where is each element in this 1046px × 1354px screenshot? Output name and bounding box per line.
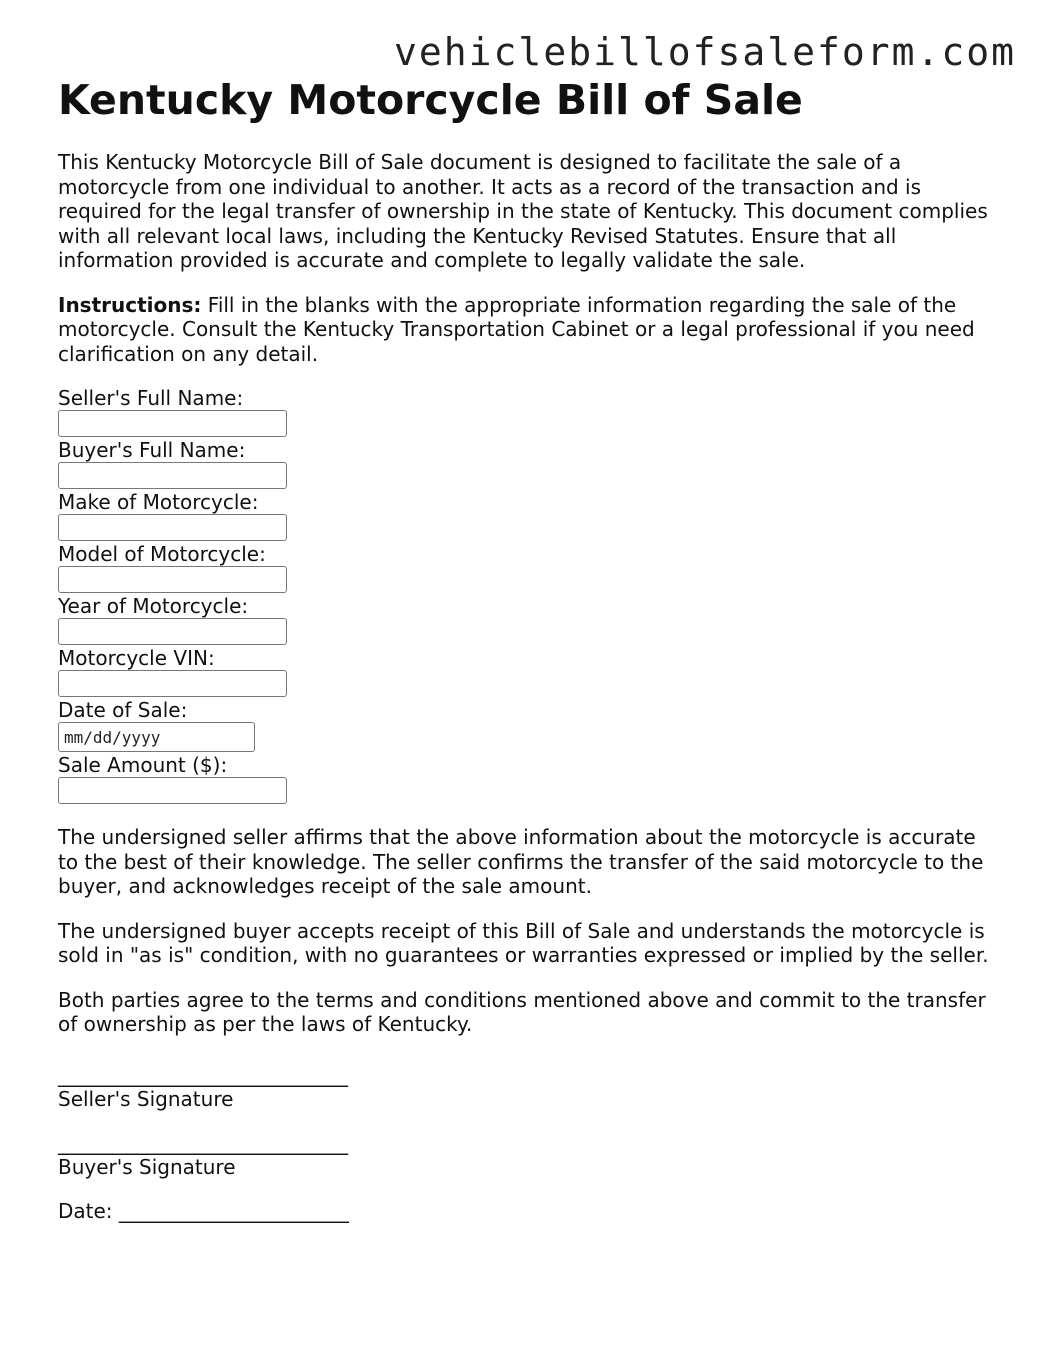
sale-amount-label: Sale Amount ($):: [58, 753, 228, 777]
form-fields: [58, 386, 993, 804]
intro-paragraph: This Kentucky Motorcycle Bill of Sale document is designed to facilitate the sale of a motorcycle from one individual to another. It acts as a record of the transaction and is required for the legal transfer of ownership in the state of Kentucky. This document complies with all relevant local laws, including the Kentucky Revised Statutes. Ensure that all information provided is accurate and complete to legally validate the sale.: [58, 150, 988, 272]
instructions-paragraph: [58, 293, 993, 367]
seller-name-input[interactable]: [58, 410, 287, 437]
buyer-acceptance: The undersigned buyer accepts receipt of this Bill of Sale and understands the motorcycle is sold in "as is" condition, with no guarantees or warranties expressed or implied by the seller.: [58, 918, 989, 967]
vin-input[interactable]: [58, 670, 287, 697]
year-input[interactable]: [58, 618, 287, 645]
seller-signature-label: Seller's Signature: [58, 1086, 234, 1111]
signature-date-line[interactable]: _______________________: [118, 1198, 349, 1223]
seller-name-label: Seller's Full Name:: [58, 386, 244, 410]
model-label: Model of Motorcycle:: [58, 542, 266, 566]
vin-label: Motorcycle VIN:: [58, 646, 215, 670]
date-of-sale-input[interactable]: mm/dd/yyyy: [58, 722, 255, 752]
seller-signature-line[interactable]: _____________________________: [58, 1062, 348, 1087]
signature-block: [58, 1063, 993, 1223]
page-title: Kentucky Motorcycle Bill of Sale: [58, 76, 803, 124]
instructions-text: Fill in the blanks with the appropriate information regarding the sale of the motorcycle. Consult the Kentucky Transportation Cabinet or a legal professional if you need clarification on any detail.: [58, 292, 975, 366]
buyer-signature-label: Buyer's Signature: [58, 1154, 236, 1179]
watermark: vehiclebillofsaleform.com: [394, 30, 1016, 74]
agreement-statement: Both parties agree to the terms and conditions mentioned above and commit to the transfer of ownership as per the laws of Kentucky.: [58, 987, 986, 1036]
buyer-signature-line[interactable]: _____________________________: [58, 1130, 348, 1155]
sale-amount-input[interactable]: [58, 777, 287, 804]
instructions-label: Instructions:: [58, 292, 202, 317]
document-body: [58, 72, 993, 1223]
seller-affirmation: The undersigned seller affirms that the above information about the motorcycle is accurate to the best of their knowledge. The seller confirms the transfer of the said motorcycle to the buyer, and acknowledges receipt of the sale amount.: [58, 825, 984, 898]
signature-spacer: [58, 1111, 993, 1131]
year-label: Year of Motorcycle:: [58, 594, 249, 618]
date-of-sale-label: Date of Sale:: [58, 698, 188, 722]
signature-date-row: [58, 1199, 993, 1223]
make-input[interactable]: [58, 514, 287, 541]
buyer-name-input[interactable]: [58, 462, 287, 489]
make-label: Make of Motorcycle:: [58, 490, 259, 514]
model-input[interactable]: [58, 566, 287, 593]
buyer-name-label: Buyer's Full Name:: [58, 438, 246, 462]
signature-date-label: Date:: [58, 1198, 119, 1223]
